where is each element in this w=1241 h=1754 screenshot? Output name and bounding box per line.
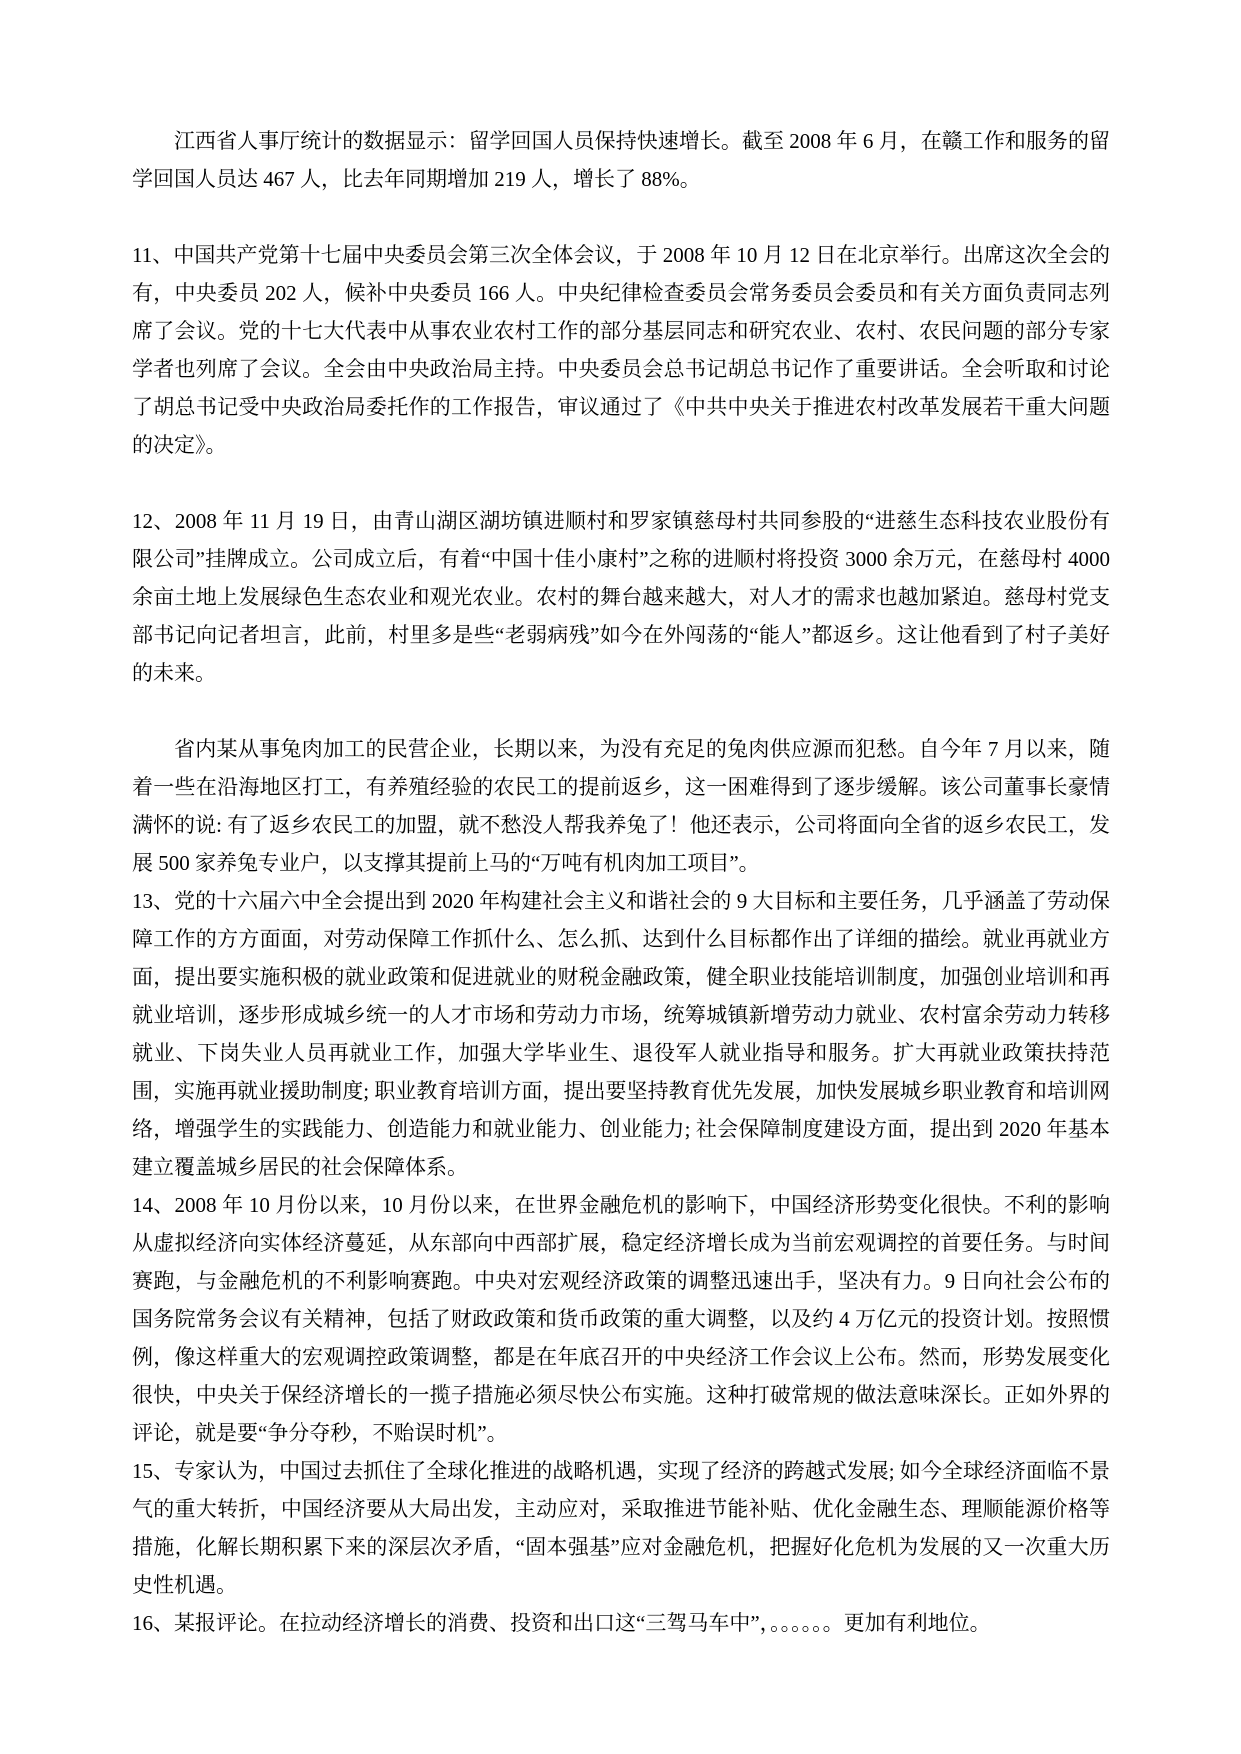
paragraph: 16、某报评论。在拉动经济增长的消费、投资和出口这“三驾马车中”，。。。。。。更加有利地位。 [132,1611,991,1635]
paragraph: 14、2008 年 10 月份以来，10 月份以来，在世界金融危机的影响下，中国经济形势变化很快。不利的影响从虚拟经济向实体经济蔓延，从东部向中西部扩展，稳定经济增长成为当前宏观调控的首要任务。与时间赛跑，与金融危机的不利影响赛跑。中央对宏观经济政策的调整迅速出手，坚决有力。9 日向社会公布的国务院常务会议有关精神，包括了财政政策和货币政策的重大调整，以及约 4 万亿元的投资计划。按照惯例，像这样重大的宏观调控政策调整，都是在年底召开的中央经济工作会议上公布。然而，形势发展变化很快，中央关于保经济增长的一揽子措施必须尽快公布实施。这种打破常规的做法意味深长。正如外界的评论，就是要“争分夺秒，不贻误时机”。 [132,1193,1110,1445]
document-body [132,122,1110,1642]
paragraph: 11、中国共产党第十七届中央委员会第三次全体会议，于 2008 年 10 月 12 日在北京举行。出席这次全会的有，中央委员 202 人，候补中央委员 166 人。中央纪律检查委员会常务委员会委员和有关方面负责同志列席了会议。党的十七大代表中从事农业农村工作的部分基层同志和研究农业、农村、农民问题的部分专家学者也列席了会议。全会由中央政治局主持。中央委员会总书记胡总书记作了重要讲话。全会听取和讨论了胡总书记受中央政治局委托作的工作报告，审议通过了《中共中央关于推进农村改革发展若干重大问题的决定》。 [132,243,1110,457]
paragraph: 13、党的十六届六中全会提出到 2020 年构建社会主义和谐社会的 9 大目标和主要任务，几乎涵盖了劳动保障工作的方方面面，对劳动保障工作抓什么、怎么抓、达到什么目标都作出了详细的描绘。就业再就业方面，提出要实施积极的就业政策和促进就业的财税金融政策，健全职业技能培训制度，加强创业培训和再就业培训，逐步形成城乡统一的人才市场和劳动力市场，统筹城镇新增劳动力就业、农村富余劳动力转移就业、下岗失业人员再就业工作，加强大学毕业生、退役军人就业指导和服务。扩大再就业政策扶持范围，实施再就业援助制度; 职业教育培训方面，提出要坚持教育优先发展，加快发展城乡职业教育和培训网络，增强学生的实践能力、创造能力和就业能力、创业能力; 社会保障制度建设方面，提出到 2020 年基本建立覆盖城乡居民的社会保障体系。 [132,889,1110,1179]
paragraph: 江西省人事厅统计的数据显示：留学回国人员保持快速增长。截至 2008 年 6 月，在赣工作和服务的留学回国人员达 467 人，比去年同期增加 219 人，增长了 88%。 [132,129,1110,191]
paragraph: 15、专家认为，中国过去抓住了全球化推进的战略机遇，实现了经济的跨越式发展; 如今全球经济面临不景气的重大转折，中国经济要从大局出发，主动应对，采取推进节能补贴、优化金融生态、理顺能源价格等措施，化解长期积累下来的深层次矛盾，“固本强基”应对金融危机，把握好化危机为发展的又一次重大历史性机遇。 [132,1459,1110,1597]
paragraph: 12、2008 年 11 月 19 日，由青山湖区湖坊镇进顺村和罗家镇慈母村共同参股的“进慈生态科技农业股份有限公司”挂牌成立。公司成立后，有着“中国十佳小康村”之称的进顺村将投资 3000 余万元，在慈母村 4000 余亩土地上发展绿色生态农业和观光农业。农村的舞台越来越大，对人才的需求也越加紧迫。慈母村党支部书记向记者坦言，此前，村里多是些“老弱病残”如今在外闯荡的“能人”都返乡。这让他看到了村子美好的未来。 [132,509,1110,685]
paragraph: 省内某从事兔肉加工的民营企业，长期以来，为没有充足的兔肉供应源而犯愁。自今年 7 月以来，随着一些在沿海地区打工，有养殖经验的农民工的提前返乡，这一困难得到了逐步缓解。该公司董事长豪情满怀的说: 有了返乡农民工的加盟，就不愁没人帮我养兔了！他还表示，公司将面向全省的返乡农民工，发展 500 家养兔专业户，以支撑其提前上马的“万吨有机肉加工项目”。 [132,737,1110,875]
